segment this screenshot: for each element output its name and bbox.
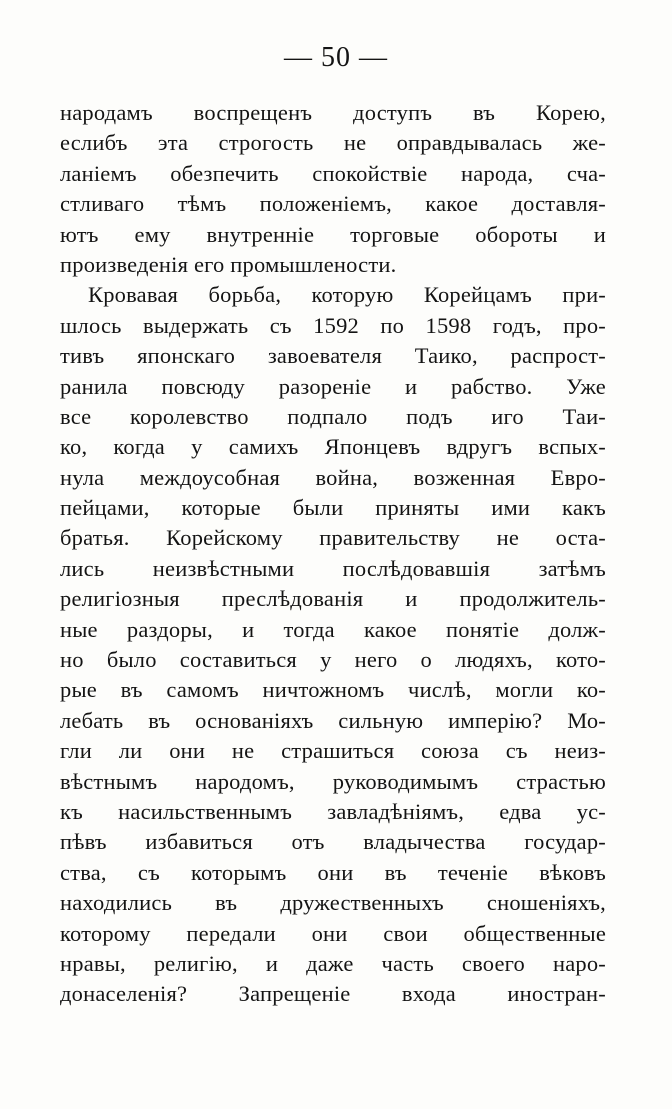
text-line: еслибъ эта строгость не оправдывалась же-: [60, 130, 606, 156]
text-line: ютъ ему внутренніе торговые обороты и: [60, 221, 606, 247]
text-line: все королевство подпало подъ иго Таи-: [60, 403, 606, 429]
text-line: лись неизвѣстными послѣдовавшія затѣмъ: [60, 555, 606, 581]
text-line: ко, когда у самихъ Японцевъ вдругъ вспых-: [60, 434, 606, 460]
text-line: ранила повсюду разореніе и рабство. Уже: [60, 373, 606, 399]
text-line: братья. Корейскому правительству не оста-: [60, 525, 606, 551]
text-line: рые въ самомъ ничтожномъ числѣ, могли ко-: [60, 677, 606, 703]
text-line: ства, съ которымъ они въ теченіе вѣковъ: [60, 859, 606, 885]
text-line: шлось выдержать съ 1592 по 1598 годъ, про-: [60, 312, 606, 338]
body-text: [60, 98, 606, 1010]
text-line: ланіемъ обезпечить спокойствіе народа, сча-: [60, 160, 606, 186]
text-line: стливаго тѣмъ положеніемъ, какое доставля-: [60, 191, 606, 217]
text-line: ные раздоры, и тогда какое понятіе долж-: [60, 616, 606, 642]
text-line: религіозныя преслѣдованія и продолжитель-: [60, 586, 606, 612]
text-line: тивъ японскаго завоевателя Таико, распрост-: [60, 343, 606, 369]
text-line: гли ли они не страшиться союза съ неиз-: [60, 738, 606, 764]
text-line: Кровавая борьба, которую Корейцамъ при-: [88, 282, 606, 308]
text-line: нула междоусобная война, возженная Евро-: [60, 464, 606, 490]
text-line: которому передали они свои общественные: [60, 920, 606, 946]
text-line: пейцами, которые были приняты ими какъ: [60, 495, 606, 521]
text-line: произведенія его промышлености.: [60, 251, 397, 277]
text-line: пѣвъ избавиться отъ владычества государ-: [60, 829, 606, 855]
text-line: нравы, религію, и даже часть своего наро-: [60, 950, 606, 976]
text-line: донаселенія? Запрещеніе входа иностран-: [60, 981, 606, 1007]
text-line: находились въ дружественныхъ сношеніяхъ,: [60, 890, 606, 916]
text-line: народамъ воспрещенъ доступъ въ Корею,: [60, 100, 606, 125]
page-number: — 50 —: [284, 42, 388, 73]
text-line: лебать въ основаніяхъ сильную имперію? Мо-: [60, 707, 606, 733]
text-line: но было составиться у него о людяхъ, кото-: [60, 647, 606, 673]
text-line: къ насильственнымъ завладѣніямъ, едва ус-: [60, 798, 606, 824]
text-line: вѣстнымъ народомъ, руководимымъ страстью: [60, 768, 606, 794]
